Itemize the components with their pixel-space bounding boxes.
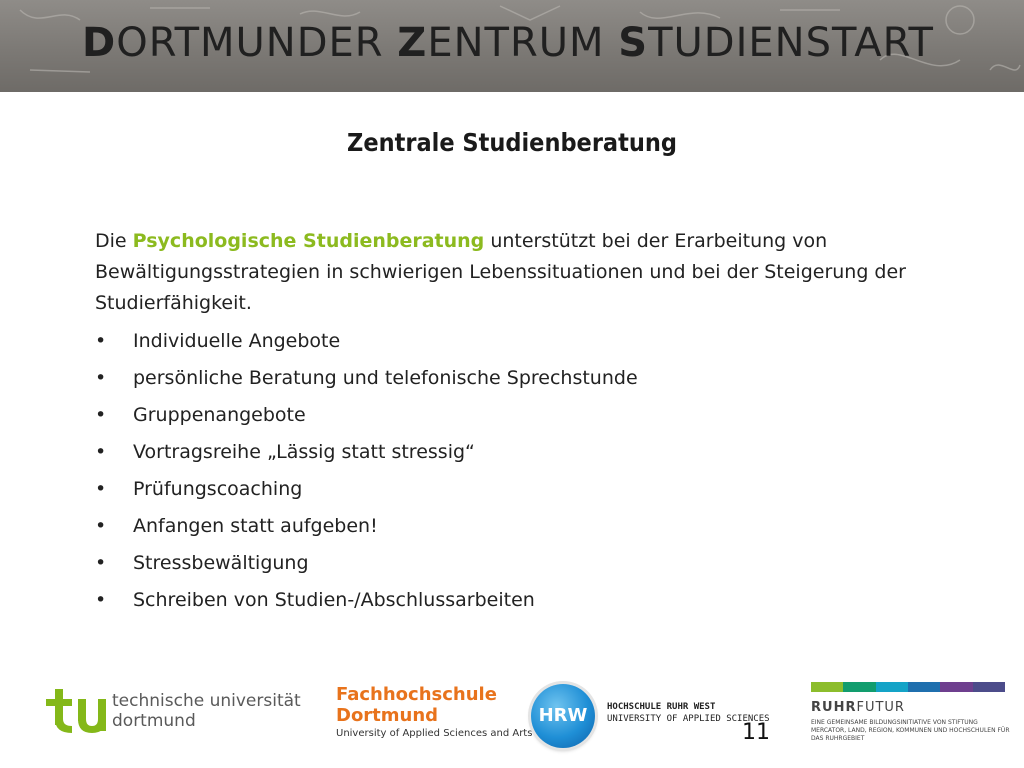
bullet-icon: • [95,330,107,352]
ruhrfutur-color-bar [811,682,1005,692]
bullet-icon: • [95,515,107,537]
ruhrfutur-name-rest: FUTUR [856,700,905,715]
list-item-label: Prüfungscoaching [133,478,303,500]
page-number: 11 [742,720,770,745]
list-item-label: Stressbewältigung [133,552,309,574]
ruhrfutur-sub: EINE GEMEINSAME BILDUNGSINITIATIVE VON STIFTUNG MERCATOR, LAND, REGION, KOMMUNEN UND HOCHSCHULEN FÜR DAS RUHRGEBIET [811,719,1010,742]
color-segment [940,682,972,692]
fh-line1: Fachhochschule [336,684,497,705]
header-cap-3: S [618,20,649,66]
fh-sub: University of Applied Sciences and Arts [336,728,533,739]
color-segment [973,682,1005,692]
hrw-line1: HOCHSCHULE RUHR WEST [607,702,716,712]
list-item [95,362,638,399]
list-item [95,436,638,473]
list-item-label: persönliche Beratung und telefonische Sprechstunde [133,367,638,389]
header-word-1: ORTMUNDER [116,20,398,66]
list-item-label: Vortragsreihe „Lässig statt stressig“ [133,441,475,463]
color-segment [908,682,940,692]
intro-post: unterstützt bei der Erarbeitung von Bewältigungsstrategien in schwierigen Lebenssituationen und bei der Steigerung der Studierfähigkeit. [95,230,906,314]
ruhrfutur-name-bold: RUHR [811,700,857,715]
list-item [95,325,638,362]
offer-list [95,325,638,621]
intro-highlight: Psychologische Studienberatung [132,230,485,252]
list-item-label: Anfangen statt aufgeben! [133,515,378,537]
bullet-icon: • [95,367,107,389]
intro-paragraph [95,226,945,319]
ruhrfutur-name [811,700,905,715]
color-segment [811,682,843,692]
color-segment [843,682,875,692]
list-item [95,473,638,510]
list-item [95,399,638,436]
header-word-2: ENTRUM [427,20,619,66]
tu-logo-text [112,691,301,731]
bullet-icon: • [95,404,107,426]
bullet-icon: • [95,478,107,500]
header-banner [0,0,1024,92]
header-title [82,20,934,66]
header-cap-2: Z [397,20,428,66]
intro-pre: Die [95,230,133,252]
hrw-line2: UNIVERSITY OF APPLIED SCIENCES [607,714,770,724]
slide-title: Zentrale Studienberatung [347,128,677,157]
bullet-icon: • [95,589,107,611]
fh-logo [336,684,532,739]
tu-logo-icon [46,689,106,733]
list-item-label: Schreiben von Studien-/Abschlussarbeiten [133,589,535,611]
list-item-label: Gruppenangebote [133,404,306,426]
list-item [95,510,638,547]
fh-line2: Dortmund [336,705,439,726]
header-cap-1: D [82,20,117,66]
header-word-3: TUDIENSTART [648,20,934,66]
tu-line1: technische universität [112,691,301,711]
bullet-icon: • [95,552,107,574]
tu-line2: dortmund [112,711,196,731]
bullet-icon: • [95,441,107,463]
list-item [95,547,638,584]
hrw-logo-icon: HRW [531,684,595,748]
list-item-label: Individuelle Angebote [133,330,341,352]
list-item [95,584,638,621]
color-segment [876,682,908,692]
